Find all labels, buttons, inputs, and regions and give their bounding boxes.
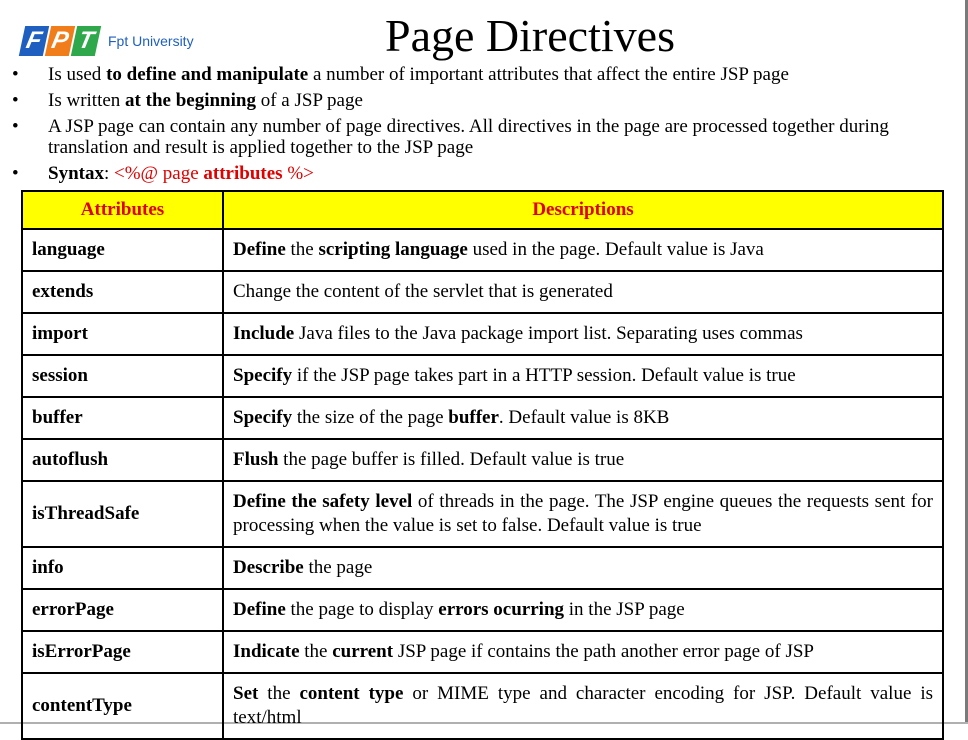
- description-text: in the JSP page: [564, 599, 685, 620]
- description-text: JSP page if contains the path another error page of JSP: [393, 641, 814, 662]
- table-row: [22, 355, 943, 397]
- attribute-description-cell: [223, 547, 943, 589]
- description-bold-text: Define: [233, 239, 286, 260]
- bullet-text: a number of important attributes that affect the entire JSP page: [308, 64, 789, 85]
- description-text: used in the page. Default value is Java: [467, 239, 764, 260]
- description-text: of threads in the page. The JSP engine queues the requests sent for processing when the value is set to false. Default value is true: [233, 491, 933, 536]
- attribute-name-cell: import: [22, 313, 223, 355]
- description-bold-text: errors ocurring: [438, 599, 565, 620]
- description-text: if the JSP page takes part in a HTTP session. Default value is true: [292, 365, 796, 386]
- bullet-item-syntax: [12, 163, 947, 184]
- description-text: the page: [303, 557, 373, 578]
- bullet-marker: •: [12, 163, 19, 184]
- page-title: Page Directives: [385, 10, 675, 61]
- table-row: [22, 547, 943, 589]
- attribute-description-cell: [223, 589, 943, 631]
- header-descriptions: Descriptions: [223, 191, 943, 229]
- description-bold-text: Define the safety level: [233, 491, 413, 512]
- description-text: Java files to the Java package import list. Separating uses commas: [294, 323, 803, 344]
- table-row: [22, 313, 943, 355]
- bullet-marker: •: [12, 90, 19, 111]
- description-text: the page to display: [285, 599, 439, 620]
- attribute-name-cell: isErrorPage: [22, 631, 223, 673]
- attribute-description-cell: [223, 397, 943, 439]
- description-bold-text: scripting language: [318, 239, 468, 260]
- table-row: [22, 589, 943, 631]
- attribute-description-cell: [223, 271, 943, 313]
- attribute-name-cell: isThreadSafe: [22, 481, 223, 547]
- description-bold-text: Define: [233, 599, 286, 620]
- description-bold-text: buffer: [448, 407, 499, 428]
- syntax-code-attributes: attributes: [203, 163, 283, 184]
- description-bold-text: Specify: [233, 365, 293, 386]
- bullet-bold-text: at the beginning: [125, 90, 256, 111]
- description-bold-text: content type: [299, 683, 404, 704]
- logo-text: Fpt University: [108, 33, 194, 49]
- attribute-name-cell: language: [22, 229, 223, 271]
- bullet-list: [12, 64, 947, 189]
- bullet-item-define: [12, 64, 947, 85]
- attribute-description-cell: [223, 481, 943, 547]
- bullet-marker: •: [12, 116, 19, 137]
- description-bold-text: Indicate: [233, 641, 300, 662]
- table-row: [22, 439, 943, 481]
- syntax-code-close: %>: [282, 163, 314, 184]
- attribute-description-cell: [223, 355, 943, 397]
- bullet-item-any-number: [12, 116, 947, 158]
- bullet-text: Is used: [48, 64, 107, 85]
- attribute-description-cell: [223, 631, 943, 673]
- description-bold-text: Specify: [233, 407, 293, 428]
- bullet-text: Is written: [48, 90, 126, 111]
- description-text: the: [299, 641, 333, 662]
- description-text: the: [258, 683, 300, 704]
- description-text: or MIME type and character encoding for JSP. Default value is text/html: [233, 683, 934, 728]
- description-text: Change the content of the servlet that is generated: [233, 281, 613, 302]
- table-row: [22, 397, 943, 439]
- description-bold-text: Include: [233, 323, 295, 344]
- syntax-code-open: <%@ page: [114, 163, 204, 184]
- table-row: [22, 271, 943, 313]
- table-body: [22, 229, 943, 739]
- attribute-description-cell: [223, 313, 943, 355]
- bullet-text: of a JSP page: [255, 90, 363, 111]
- attribute-name-cell: contentType: [22, 673, 223, 739]
- attribute-name-cell: autoflush: [22, 439, 223, 481]
- attribute-name-cell: buffer: [22, 397, 223, 439]
- table-row: [22, 229, 943, 271]
- fpt-logo-mark: [22, 26, 100, 56]
- logo-letter-f: F: [19, 26, 49, 56]
- bullet-bold-text: to define and manipulate: [106, 64, 309, 85]
- table-header-row: [22, 191, 943, 229]
- description-text: the size of the page: [292, 407, 449, 428]
- syntax-colon: :: [103, 163, 114, 184]
- table-row: [22, 481, 943, 547]
- attribute-name-cell: errorPage: [22, 589, 223, 631]
- attribute-description-cell: [223, 673, 943, 739]
- description-bold-text: Flush: [233, 449, 279, 470]
- attribute-description-cell: [223, 439, 943, 481]
- attribute-name-cell: extends: [22, 271, 223, 313]
- bullet-text: A JSP page can contain any number of page directives. All directives in the page are processed together during translation and result is applied together to the JSP page: [48, 116, 889, 158]
- bullet-item-written: [12, 90, 947, 111]
- attribute-description-cell: [223, 229, 943, 271]
- attribute-name-cell: info: [22, 547, 223, 589]
- description-bold-text: current: [332, 641, 394, 662]
- table-row: [22, 631, 943, 673]
- logo-letter-p: P: [45, 26, 75, 56]
- description-text: the page buffer is filled. Default value is true: [278, 449, 625, 470]
- logo-letter-t: T: [71, 26, 101, 56]
- attributes-table: [21, 190, 944, 740]
- header-attributes: Attributes: [22, 191, 223, 229]
- attribute-name-cell: session: [22, 355, 223, 397]
- syntax-label: Syntax: [48, 163, 104, 184]
- bullet-marker: •: [12, 64, 19, 85]
- description-bold-text: Set: [233, 683, 259, 704]
- description-bold-text: Describe: [233, 557, 304, 578]
- description-text: the: [285, 239, 319, 260]
- description-text: . Default value is 8KB: [498, 407, 670, 428]
- table-row: [22, 673, 943, 739]
- fpt-university-logo: [22, 24, 194, 58]
